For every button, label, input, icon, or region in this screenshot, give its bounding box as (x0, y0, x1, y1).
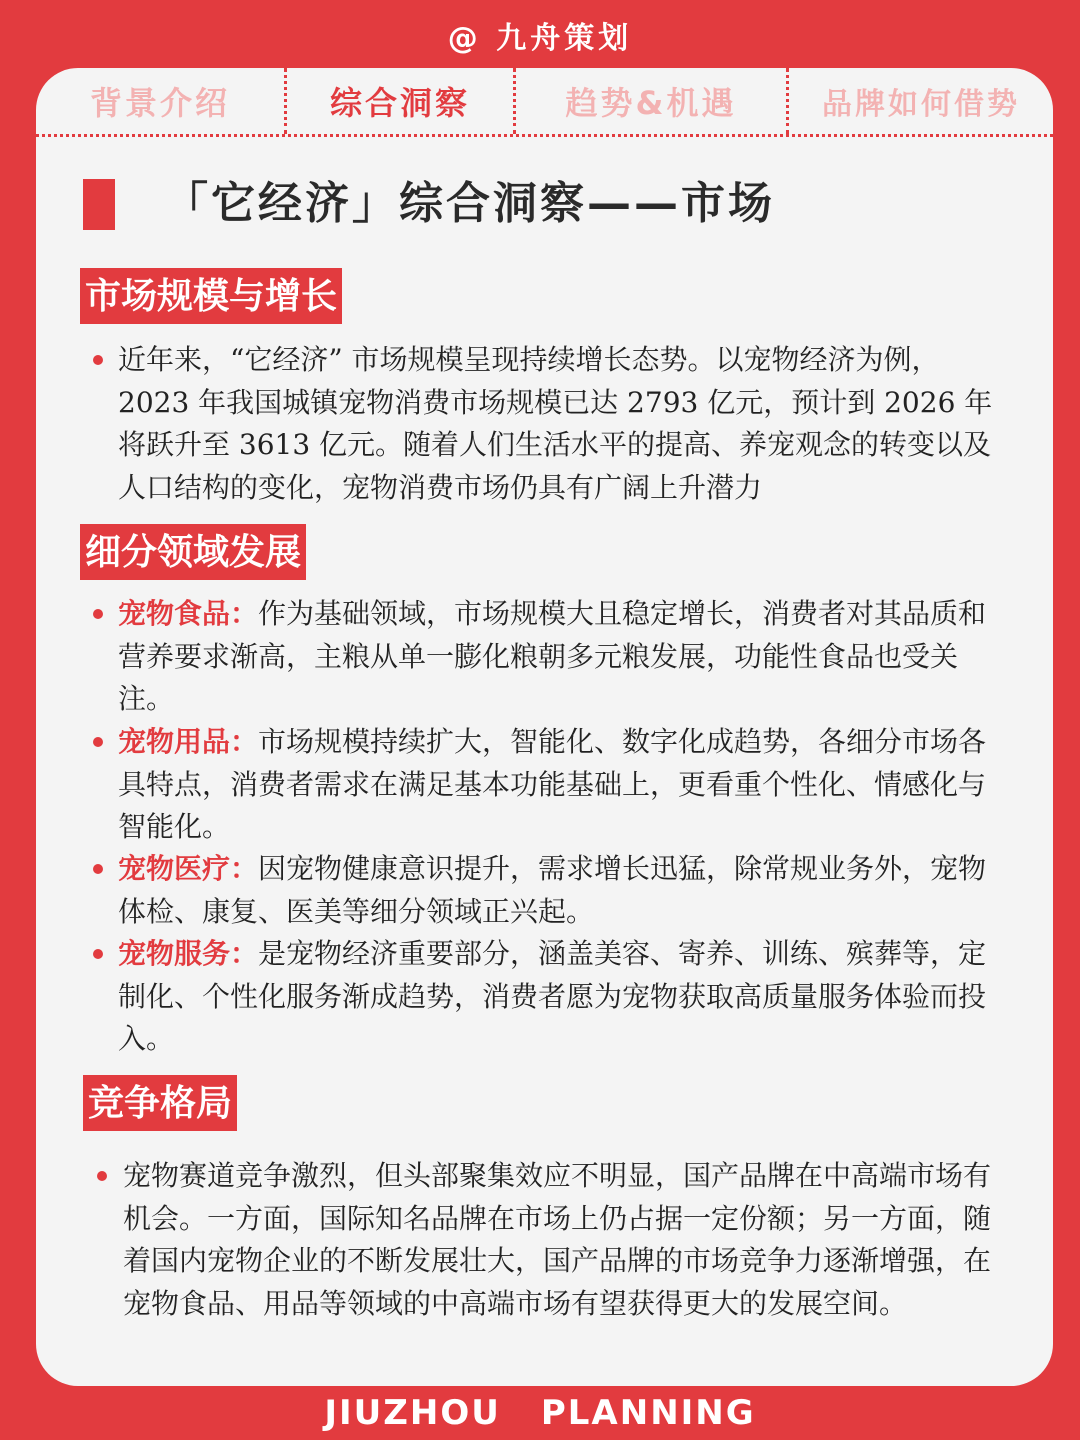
segment-term: 宠物医疗： (118, 852, 259, 885)
bullet-dot (93, 355, 103, 365)
bullet-dot (93, 609, 103, 619)
segment-item-food (118, 593, 1008, 721)
market-paragraph: 近年来，“它经济” 市场规模呈现持续增长态势。以宠物经济为例，2023 年我国城镇宠物消费市场规模已达 2793 亿元，预计到 2026 年将跃升至 3613 亿元。随着人们生活水平的提高、养宠观念的转变以及人口结构的变化，宠物消费市场仍具有广阔上升潜力 (118, 343, 993, 504)
segment-text: 市场规模持续扩大，智能化、数字化成趋势，各细分市场各具特点，消费者需求在满足基本功能基础上，更看重个性化、情感化与智能化。 (118, 725, 987, 843)
segment-term: 宠物服务： (118, 937, 259, 970)
content-card (36, 68, 1053, 1386)
tab-trends[interactable]: 趋势&机遇 (565, 84, 737, 122)
segment-item-supplies (118, 721, 1008, 849)
tab-bar (36, 68, 1053, 137)
title-accent-bar (83, 179, 115, 230)
segment-item-medical (118, 848, 1008, 933)
section-heading-segments: 细分领域发展 (80, 524, 306, 580)
page-title: 「它经济」综合洞察——市场 (164, 178, 775, 229)
bullet-dot (97, 1171, 107, 1181)
competition-paragraph: 宠物赛道竞争激烈，但头部聚集效应不明显，国产品牌在中高端市场有机会。一方面，国际知名品牌在市场上仍占据一定份额；另一方面，随着国内宠物企业的不断发展壮大，国产品牌的市场竞争力逐渐增强，在宠物食品、用品等领域的中高端市场有望获得更大的发展空间。 (123, 1159, 992, 1320)
author-banner: @ 九舟策划 (447, 21, 633, 56)
footer-word-right: PLANNING (540, 1393, 756, 1433)
footer-word-left: JIUZHOU (324, 1393, 501, 1433)
tab-insights[interactable]: 综合洞察 (329, 84, 470, 122)
segment-text: 作为基础领域，市场规模大且稳定增长，消费者对其品质和营养要求渐高，主粮从单一膨化粮朝多元粮发展，功能性食品也受关注。 (118, 597, 987, 715)
footer-brand (0, 1386, 1080, 1440)
bullet-dot (93, 949, 103, 959)
section-heading-market: 市场规模与增长 (80, 268, 342, 324)
segment-item-services (118, 933, 1008, 1061)
section-heading-competition: 竞争格局 (83, 1075, 237, 1131)
bullet-dot (93, 737, 103, 747)
segment-term: 宠物用品： (118, 725, 259, 758)
segment-text: 因宠物健康意识提升，需求增长迅猛，除常规业务外，宠物体检、康复、医美等细分领域正兴起。 (118, 852, 987, 928)
tab-brand[interactable]: 品牌如何借势 (822, 87, 1020, 122)
tab-background[interactable]: 背景介绍 (89, 84, 230, 122)
segment-term: 宠物食品： (118, 597, 259, 630)
bullet-dot (93, 864, 103, 874)
segment-text: 是宠物经济重要部分，涵盖美容、寄养、训练、殡葬等，定制化、个性化服务渐成趋势，消费者愿为宠物获取高质量服务体验而投入。 (118, 937, 987, 1055)
